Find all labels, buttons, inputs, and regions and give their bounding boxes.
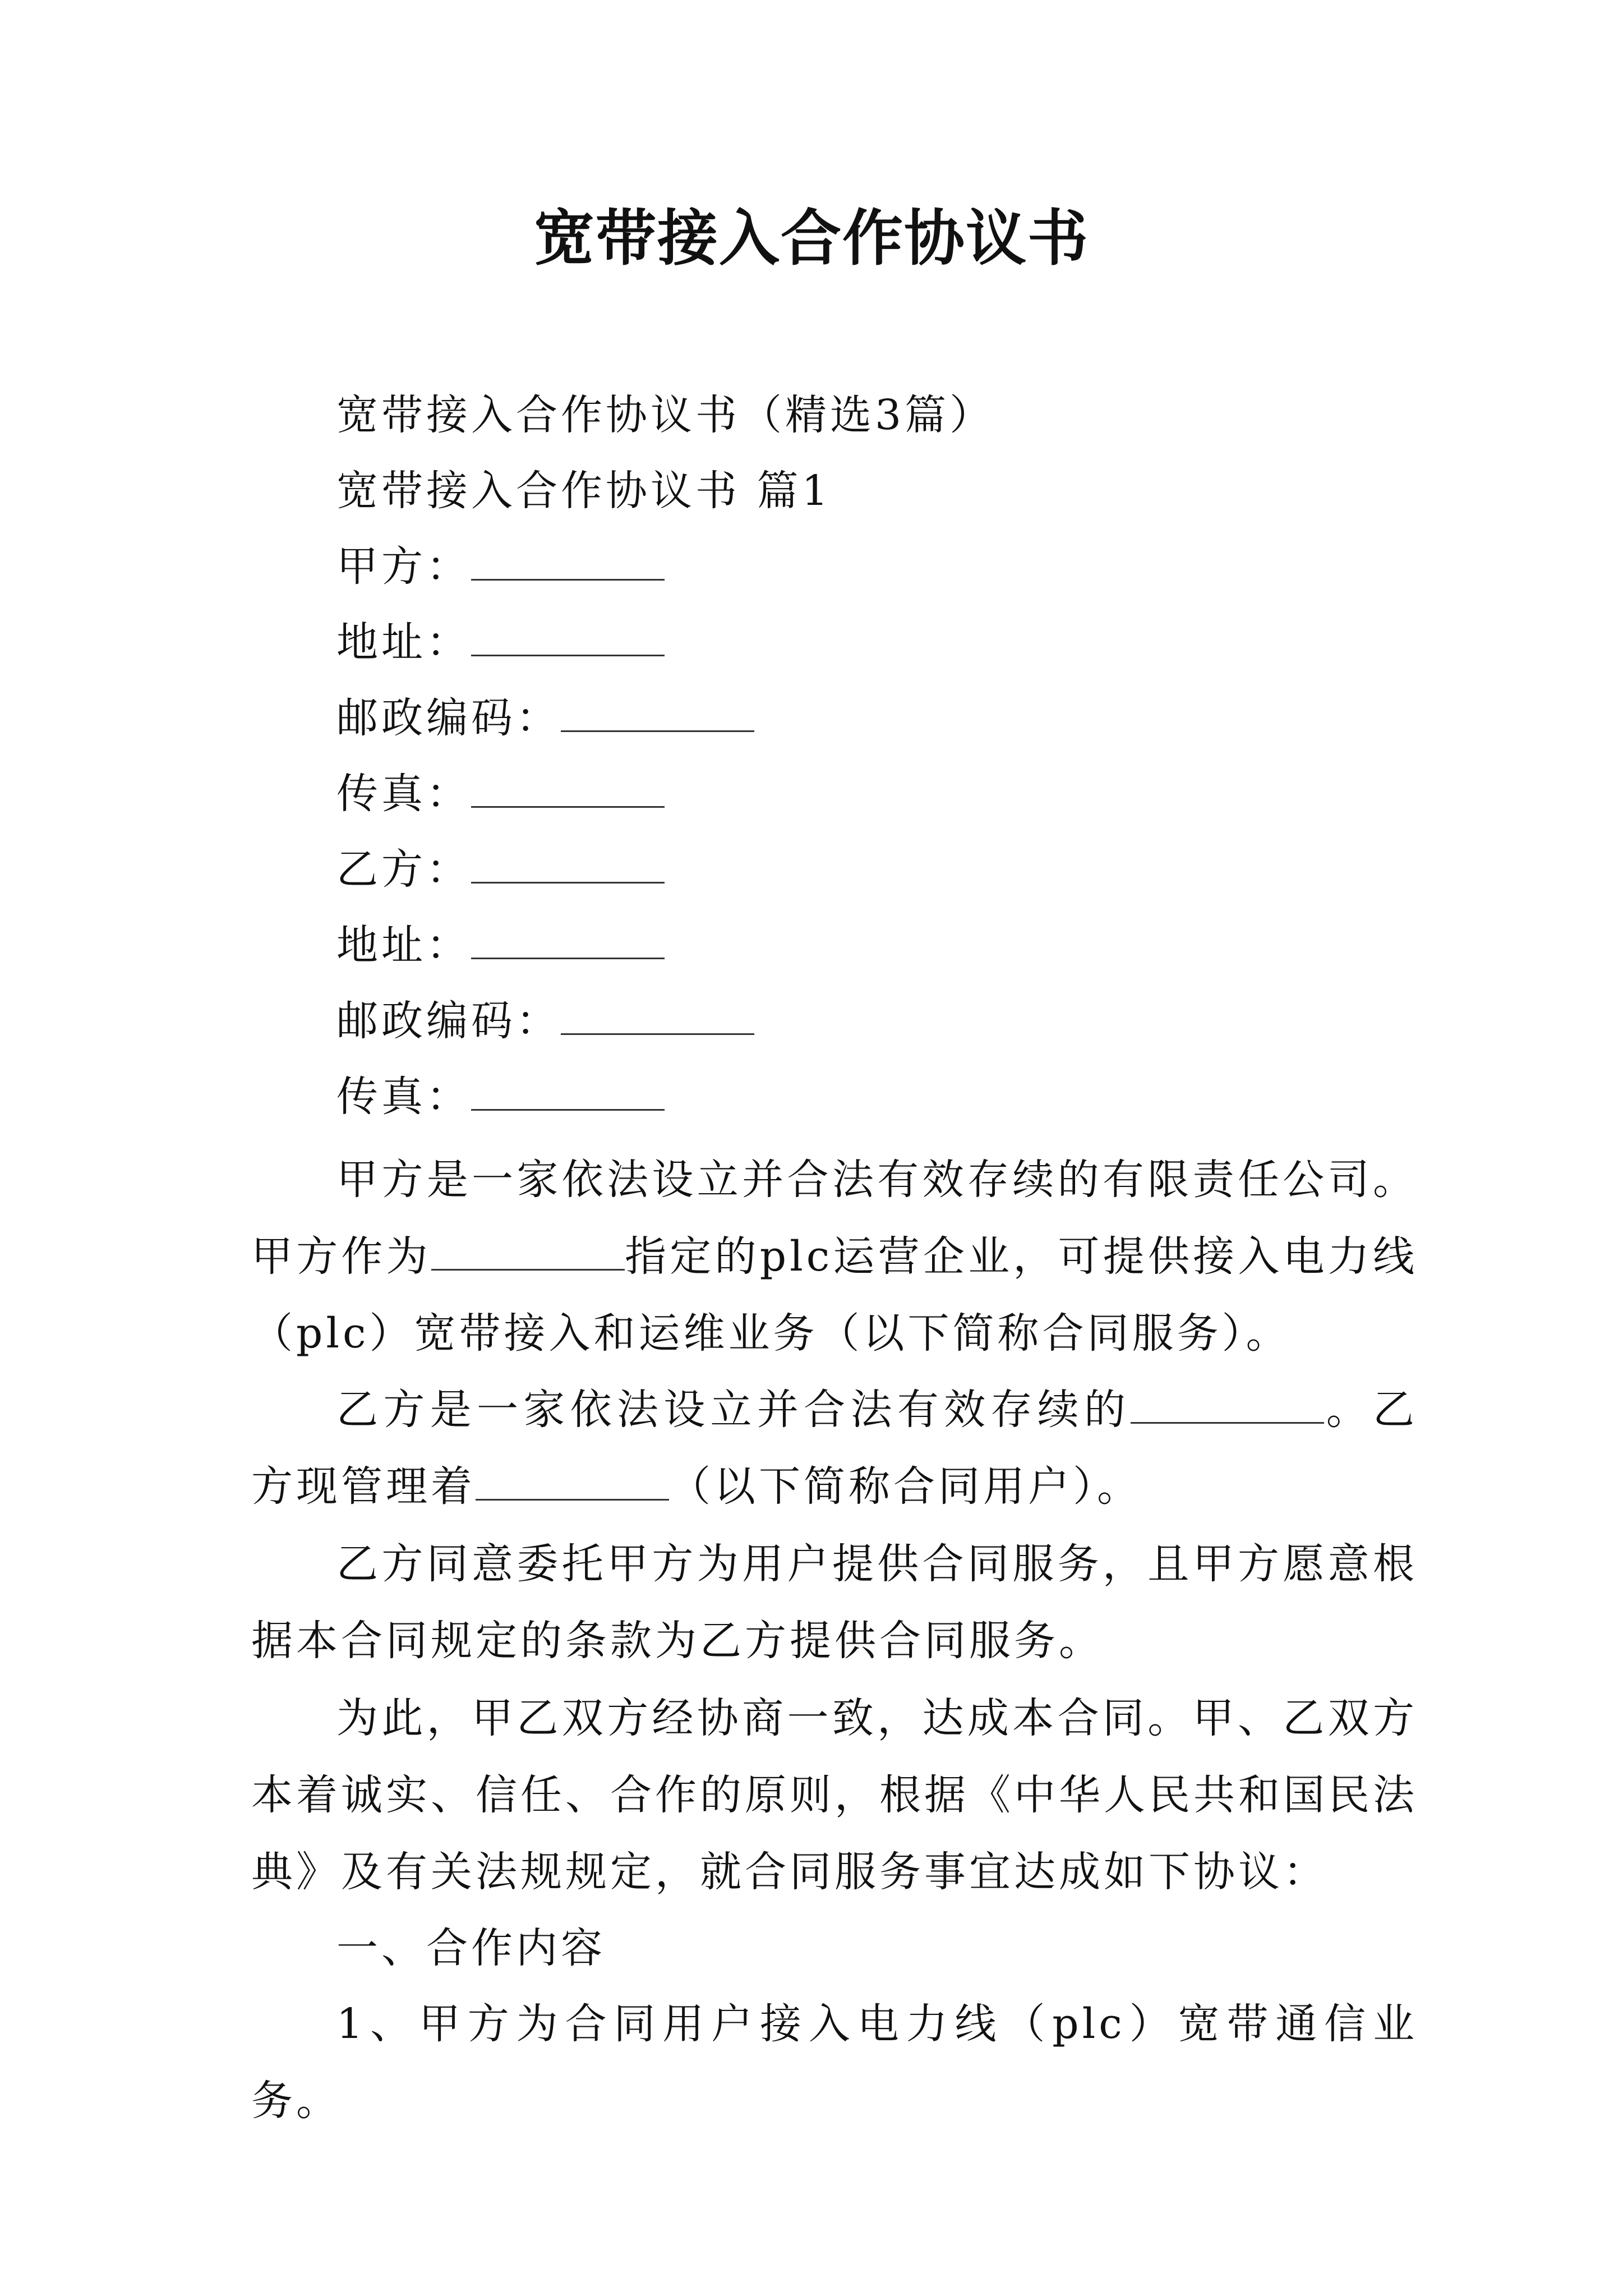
party-a-postcode-blank	[561, 697, 754, 732]
paragraph-agreement-basis: 为此，甲乙双方经协商一致，达成本合同。甲、乙双方本着诚实、信任、合作的原则，根据《中华人民共和国民法典》及有关法规规定，就合同服务事宜达成如下协议：	[251, 1694, 1418, 1896]
party-b-postcode-row	[336, 993, 754, 1049]
p2-text-b: 。乙方现管理着	[251, 1386, 1418, 1511]
party-a-fax-blank	[471, 772, 665, 808]
party-a-fax-label: 传真：	[336, 770, 471, 818]
section-heading: 宽带接入合作协议书 篇1	[336, 467, 832, 515]
party-a-postcode-row	[336, 690, 754, 746]
party-b-address-row	[336, 917, 665, 973]
party-b-fax-blank	[471, 1075, 665, 1111]
p2-text-a: 乙方是一家依法设立并合法有效存续的	[336, 1386, 1131, 1434]
party-a-fax-row	[336, 766, 665, 822]
party-a-address-blank	[471, 621, 665, 656]
party-b-postcode-label: 邮政编码：	[336, 997, 561, 1045]
party-b-fax-label: 传真：	[336, 1073, 471, 1121]
heading-cooperation-content: 一、合作内容	[336, 1924, 606, 1972]
party-b-address-label: 地址：	[336, 921, 471, 969]
party-b-name-label: 乙方：	[336, 845, 471, 894]
paragraph-entrustment: 乙方同意委托甲方为用户提供合同服务，且甲方愿意根据本合同规定的条款为乙方提供合同服务。	[251, 1540, 1418, 1665]
p1-text-b: 指定的plc运营企业，可提供接入电力线（plc）宽带接入和运维业务（以下简称合同服务）。	[251, 1232, 1418, 1358]
party-a-address-label: 地址：	[336, 618, 471, 666]
p2-blank-1	[1131, 1388, 1324, 1424]
document-title: 宽带接入合作协议书	[533, 203, 1089, 274]
paragraph-party-b-intro	[251, 1372, 1418, 1525]
party-a-address-row	[336, 614, 665, 670]
party-b-address-blank	[471, 924, 665, 959]
p2-text-c: （以下简称合同用户）。	[669, 1462, 1142, 1511]
document-subtitle: 宽带接入合作协议书（精选3篇）	[336, 391, 995, 439]
party-b-postcode-blank	[561, 1000, 754, 1035]
party-a-name-label: 甲方：	[336, 542, 471, 591]
party-b-name-row	[336, 841, 665, 898]
p1-text-a: 甲方是一家依法设立并合法有效存续的有限责任公司。甲方作为	[251, 1156, 1418, 1281]
p2-blank-2	[476, 1465, 669, 1501]
party-a-postcode-label: 邮政编码：	[336, 694, 561, 742]
paragraph-party-a-intro	[251, 1142, 1418, 1372]
party-b-fax-row	[336, 1069, 665, 1125]
item-1: 1、甲方为合同用户接入电力线（plc）宽带通信业务。	[251, 2000, 1418, 2125]
party-a-name-row	[336, 539, 665, 595]
party-b-name-blank	[471, 848, 665, 884]
p1-blank	[431, 1235, 625, 1271]
party-a-name-blank	[471, 545, 665, 581]
